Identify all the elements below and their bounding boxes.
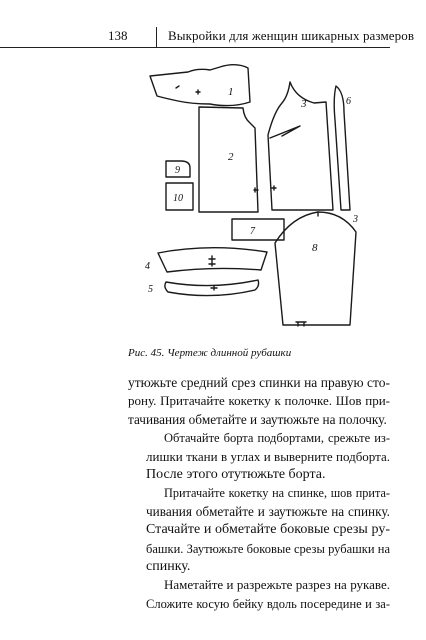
label-8: 8	[312, 242, 318, 254]
piece-7	[232, 219, 284, 240]
label-9: 9	[175, 165, 180, 176]
label-4: 4	[145, 261, 150, 272]
label-2: 2	[228, 151, 234, 163]
text-line: лишки ткани в углах и выверните подборта.	[146, 448, 390, 464]
piece-8-sleeve	[275, 212, 356, 325]
running-title: Выкройки для женщин шикарных размеров	[168, 28, 415, 43]
paragraph-3	[128, 484, 390, 576]
text-line: Стачайте и обметайте боковые срезы ру-	[146, 522, 390, 538]
text-line: утюжьте средний срез спинки на правую сто-	[128, 375, 390, 390]
label-5: 5	[148, 284, 153, 295]
label-3: 3	[301, 98, 307, 110]
text-line: чивания обметайте и заутюжьте на спинку.	[146, 503, 390, 519]
figure-caption: Рис. 45. Чертеж длинной рубашки	[128, 347, 292, 359]
piece-1-mark	[176, 86, 200, 94]
text-line: Притачайте кокетку на спинке, шов прита-	[164, 486, 390, 501]
text-line: Наметайте и разрежьте разрез на рукаве.	[164, 577, 390, 593]
piece-3-dart	[270, 126, 300, 138]
piece-5-mark	[211, 286, 217, 290]
label-3b: 3	[353, 214, 358, 225]
piece-8-mark	[296, 212, 318, 326]
piece-1-yoke	[150, 65, 250, 106]
body-text	[128, 374, 390, 613]
text-line: рону. Притачайте кокетку к полочке. Шов при-	[128, 393, 390, 409]
label-6: 6	[346, 96, 351, 107]
page-number: 138	[108, 28, 128, 43]
paragraph-4	[128, 576, 390, 613]
text-line: тачивания обметайте и заутюжьте на полочку.	[128, 411, 387, 427]
piece-4-mark	[209, 256, 215, 266]
label-1: 1	[228, 86, 234, 98]
text-line: Обтачайте борта подбортами, срежьте из-	[164, 431, 390, 446]
text-line: спинку.	[146, 559, 191, 575]
piece-3-mark	[272, 186, 276, 190]
text-line: После этого отутюжьте борта.	[146, 467, 326, 483]
text-line: башки. Заутюжьте боковые срезы рубашки на	[146, 541, 390, 556]
label-10: 10	[173, 193, 183, 204]
paragraph-1	[128, 374, 390, 429]
text-line: Сложите косую бейку вдоль посередине и за-	[146, 596, 390, 611]
paragraph-2	[128, 429, 390, 484]
label-7: 7	[250, 226, 255, 237]
